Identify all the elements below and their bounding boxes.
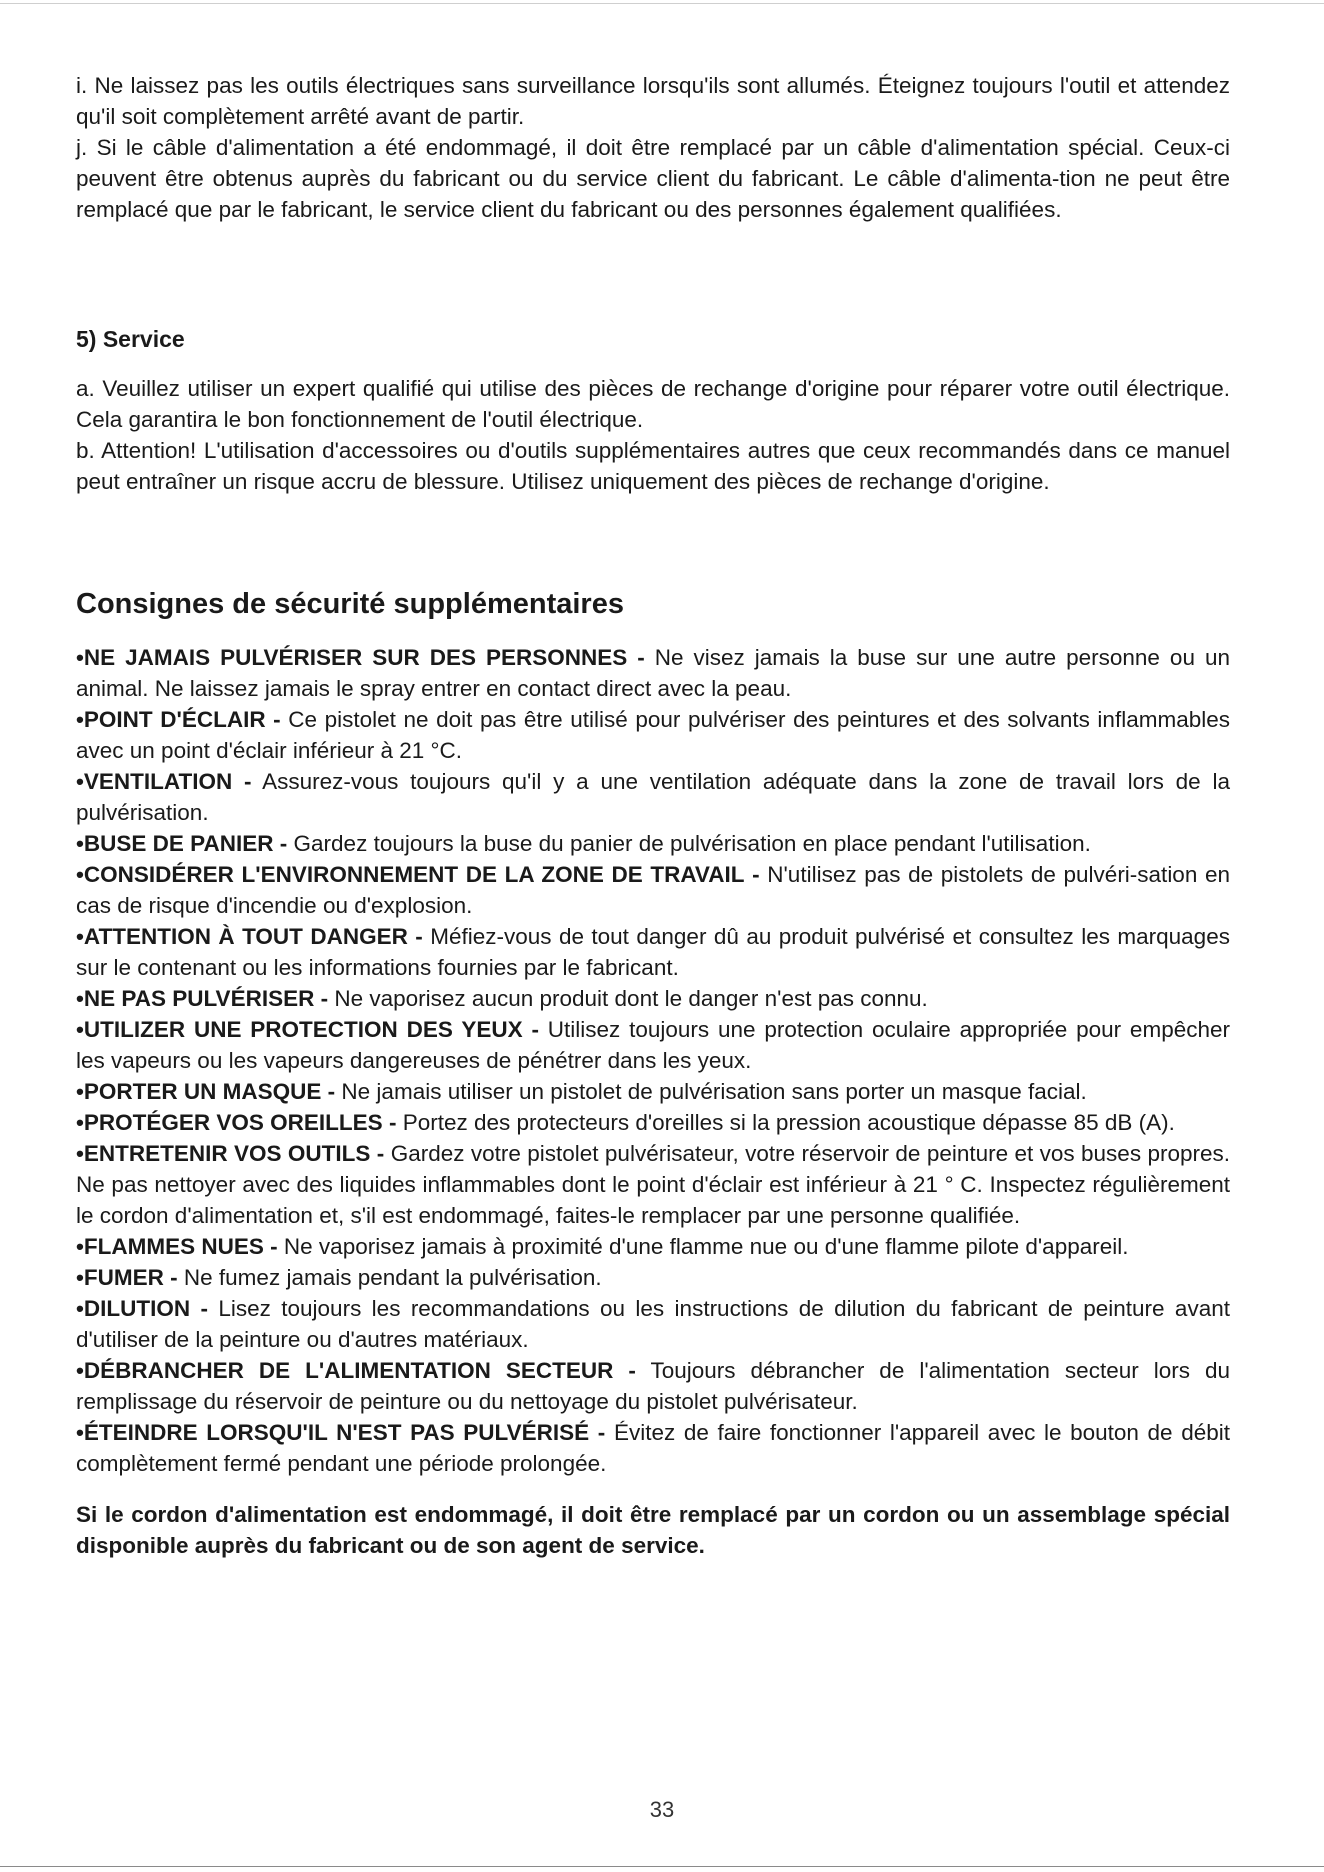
safety-item: •NE JAMAIS PULVÉRISER SUR DES PERSONNES - Ne visez jamais la buse sur une autre personne ou un animal. Ne laissez jamais le spray entrer en contact direct avec la peau. — [76, 645, 1230, 701]
safety-item: •VENTILATION - Assurez-vous toujours qu'il y a une ventilation adéquate dans la zone de travail lors de la pulvérisation. — [76, 769, 1230, 825]
safety-item-text: Assurez-vous toujours qu'il y a une ventilation adéquate dans la zone de travail lors de la pulvérisation. — [76, 769, 1230, 825]
paragraph-j: j. Si le câble d'alimentation a été endommagé, il doit être remplacé par un câble d'alimentation spécial. Ceux-ci peuvent être obtenus auprès du fabricant ou du service client du fabricant. Le câble d'alimenta-tion ne peut être remplacé que par le fabricant, le service client du fabricant ou des personnes également qualifiées. — [76, 135, 1230, 222]
safety-item-lead: •ENTRETENIR VOS OUTILS — [76, 1141, 371, 1166]
safety-item-text: Ne vaporisez aucun produit dont le danger n'est pas connu. — [334, 986, 928, 1011]
safety-item-lead: •FLAMMES NUES — [76, 1234, 264, 1259]
safety-item-lead: •UTILIZER UNE PROTECTION DES YEUX — [76, 1017, 523, 1042]
safety-item-lead: •VENTILATION — [76, 769, 233, 794]
safety-item-lead: •CONSIDÉRER L'ENVIRONNEMENT DE LA ZONE DE TRAVAIL — [76, 862, 745, 887]
safety-item-lead: •POINT D'ÉCLAIR — [76, 707, 266, 732]
safety-item-text: Lisez toujours les recommandations ou les instructions de dilution du fabricant de peinture avant d'utiliser de la peinture ou d'autres matériaux. — [76, 1296, 1230, 1352]
safety-item-text: Évitez de faire fonctionner l'appareil avec le bouton de débit complètement fermé pendant une période prolongée. — [76, 1420, 1230, 1476]
final-warning-note: Si le cordon d'alimentation est endommagé, il doit être remplacé par un cordon ou un assemblage spécial disponible auprès du fabricant ou de son agent de service. — [76, 1502, 1230, 1558]
safety-item: •PROTÉGER VOS OREILLES - Portez des protecteurs d'oreilles si la pression acoustique dépasse 85 dB (A). — [76, 1110, 1175, 1135]
safety-title: Consignes de sécurité supplémentaires — [76, 588, 624, 620]
safety-item-lead: •FUMER — [76, 1265, 164, 1290]
safety-item: •NE PAS PULVÉRISER - Ne vaporisez aucun produit dont le danger n'est pas connu. — [76, 986, 928, 1011]
paragraph-i: i. Ne laissez pas les outils électriques sans surveillance lorsqu'ils sont allumés. Éteignez toujours l'outil et attendez qu'il soit complètement arrêté avant de partir. — [76, 73, 1230, 129]
safety-item: •DÉBRANCHER DE L'ALIMENTATION SECTEUR - Toujours débrancher de l'alimentation secteur lors du remplissage du réservoir de peinture ou du nettoyage du pistolet pulvérisateur. — [76, 1358, 1230, 1414]
safety-item-text: Portez des protecteurs d'oreilles si la pression acoustique dépasse 85 dB (A). — [402, 1110, 1175, 1135]
safety-item: •DILUTION - Lisez toujours les recommandations ou les instructions de dilution du fabricant de peinture avant d'utiliser de la peinture ou d'autres matériaux. — [76, 1296, 1230, 1352]
safety-item-text: Ne fumez jamais pendant la pulvérisation. — [183, 1265, 602, 1290]
page-number: 33 — [649, 1797, 675, 1822]
section-title-service: 5) Service — [76, 326, 185, 352]
safety-item-text: Méfiez-vous de tout danger dû au produit pulvérisé et consultez les marquages sur le contenant ou les informations fournies par le fabricant. — [76, 924, 1230, 980]
service-block — [76, 373, 1230, 497]
safety-item-text: Toujours débrancher de l'alimentation secteur lors du remplissage du réservoir de peinture ou du nettoyage du pistolet pulvérisateur. — [76, 1358, 1230, 1414]
safety-item: •CONSIDÉRER L'ENVIRONNEMENT DE LA ZONE DE TRAVAIL - N'utilisez pas de pistolets de pulvéri-sation en cas de risque d'incendie ou d'explosion. — [76, 862, 1230, 918]
safety-item-text: Utilisez toujours une protection oculaire appropriée pour empêcher les vapeurs ou les vapeurs dangereuses de pénétrer dans les yeux. — [76, 1017, 1230, 1073]
continuation-block — [76, 70, 1230, 225]
service-item-a: a. Veuillez utiliser un expert qualifié qui utilise des pièces de rechange d'origine pour réparer votre outil électrique. Cela garantira le bon fonctionnement de l'outil électrique. — [76, 376, 1230, 432]
safety-item-text: N'utilisez pas de pistolets de pulvéri-sation en cas de risque d'incendie ou d'explosion. — [76, 862, 1230, 918]
page-content — [76, 70, 1230, 1561]
safety-item: •UTILIZER UNE PROTECTION DES YEUX - Utilisez toujours une protection oculaire appropriée pour empêcher les vapeurs ou les vapeurs dangereuses de pénétrer dans les yeux. — [76, 1017, 1230, 1073]
safety-item: •BUSE DE PANIER - Gardez toujours la buse du panier de pulvérisation en place pendant l'utilisation. — [76, 831, 1091, 856]
safety-item-lead: •PROTÉGER VOS OREILLES — [76, 1110, 383, 1135]
safety-item: •ATTENTION À TOUT DANGER - Méfiez-vous de tout danger dû au produit pulvérisé et consultez les marquages sur le contenant ou les informations fournies par le fabricant. — [76, 924, 1230, 980]
safety-item-text: Ne vaporisez jamais à proximité d'une flamme nue ou d'une flamme pilote d'appareil. — [283, 1234, 1129, 1259]
safety-item-lead: •DILUTION — [76, 1296, 191, 1321]
safety-item-text: Gardez votre pistolet pulvérisateur, votre réservoir de peinture et vos buses propres. Ne pas nettoyer avec des liquides inflammables dont le point d'éclair est inférieur à 21 ° C. Inspectez régulièrement le cordon d'alimentation et, s'il est endommagé, faites-le remplacer par une personne qualifiée. — [76, 1141, 1230, 1228]
safety-item-lead: •NE PAS PULVÉRISER — [76, 986, 315, 1011]
safety-item: •PORTER UN MASQUE - Ne jamais utiliser un pistolet de pulvérisation sans porter un masque facial. — [76, 1079, 1087, 1104]
safety-item-lead: •BUSE DE PANIER — [76, 831, 274, 856]
page-top-rule — [0, 3, 1324, 4]
safety-item-lead: •ÉTEINDRE LORSQU'IL N'EST PAS PULVÉRISÉ — [76, 1420, 590, 1445]
safety-item: •POINT D'ÉCLAIR - Ce pistolet ne doit pas être utilisé pour pulvériser des peintures et des solvants inflammables avec un point d'éclair inférieur à 21 °C. — [76, 707, 1230, 763]
safety-item-lead: •PORTER UN MASQUE — [76, 1079, 322, 1104]
safety-item-lead: •NE JAMAIS PULVÉRISER SUR DES PERSONNES — [76, 645, 628, 670]
safety-item-text: Gardez toujours la buse du panier de pulvérisation en place pendant l'utilisation. — [293, 831, 1091, 856]
safety-item: •ÉTEINDRE LORSQU'IL N'EST PAS PULVÉRISÉ - Évitez de faire fonctionner l'appareil avec le bouton de débit complètement fermé pendant une période prolongée. — [76, 1420, 1230, 1476]
safety-item-lead: •DÉBRANCHER DE L'ALIMENTATION SECTEUR — [76, 1358, 614, 1383]
service-item-b: b. Attention! L'utilisation d'accessoires ou d'outils supplémentaires autres que ceux recommandés dans ce manuel peut entraîner un risque accru de blessure. Utilisez uniquement des pièces de rechange d'origine. — [76, 438, 1230, 494]
safety-list — [76, 642, 1230, 1479]
safety-item-lead: •ATTENTION À TOUT DANGER — [76, 924, 408, 949]
safety-item: •FUMER - Ne fumez jamais pendant la pulvérisation. — [76, 1265, 602, 1290]
safety-item: •ENTRETENIR VOS OUTILS - Gardez votre pistolet pulvérisateur, votre réservoir de peinture et vos buses propres. Ne pas nettoyer avec des liquides inflammables dont le point d'éclair est inférieur à 21 ° C. Inspectez régulièrement le cordon d'alimentation et, s'il est endommagé, faites-le remplacer par une personne qualifiée. — [76, 1141, 1230, 1228]
safety-item-text: Ne visez jamais la buse sur une autre personne ou un animal. Ne laissez jamais le spray entrer en contact direct avec la peau. — [76, 645, 1230, 701]
safety-item-text: Ne jamais utiliser un pistolet de pulvérisation sans porter un masque facial. — [341, 1079, 1087, 1104]
safety-item-text: Ce pistolet ne doit pas être utilisé pour pulvériser des peintures et des solvants inflammables avec un point d'éclair inférieur à 21 °C. — [76, 707, 1230, 763]
page-bottom-rule — [0, 1866, 1324, 1867]
safety-item: •FLAMMES NUES - Ne vaporisez jamais à proximité d'une flamme nue ou d'une flamme pilote d'appareil. — [76, 1234, 1129, 1259]
